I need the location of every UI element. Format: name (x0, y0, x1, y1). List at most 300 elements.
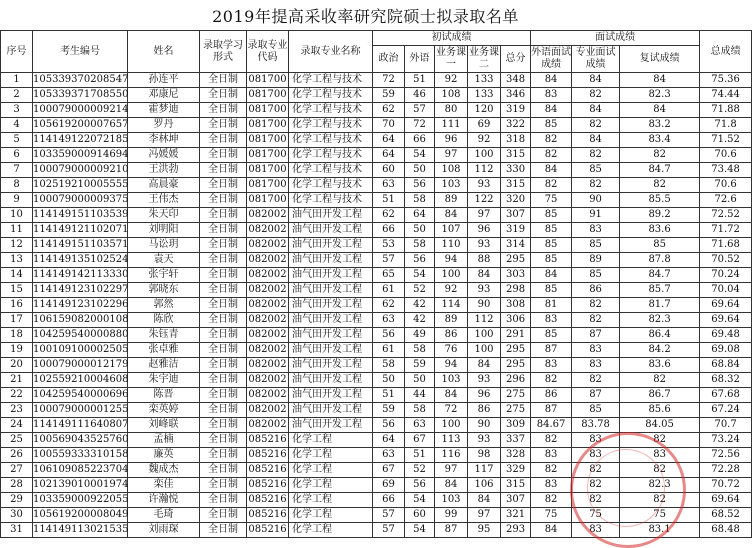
cell-course2: 96 (468, 388, 501, 403)
cell-course1: 111 (435, 118, 468, 133)
cell-foreign: 67 (405, 433, 435, 448)
cell-foreign-interview: 82 (531, 463, 572, 478)
cell-foreign: 58 (405, 343, 435, 358)
cell-major-code: 085216 (247, 448, 289, 463)
cell-course1: 80 (435, 103, 468, 118)
cell-major-code: 081700 (247, 133, 289, 148)
cell-politics: 60 (373, 163, 405, 178)
cell-study-mode: 全日制 (200, 463, 247, 478)
cell-major-code: 081700 (247, 73, 289, 88)
cell-exam-id: 100079000012179 (33, 358, 128, 373)
cell-course1: 108 (435, 88, 468, 103)
cell-course2: 86 (468, 403, 501, 418)
cell-major-interview: 84 (572, 103, 620, 118)
cell-retest: 82 (620, 463, 700, 478)
cell-course1: 89 (435, 193, 468, 208)
cell-major-interview: 82 (572, 118, 620, 133)
cell-total: 68.32 (700, 373, 752, 388)
cell-exam-id: 100109100002505 (33, 343, 128, 358)
cell-major-interview: 82 (572, 373, 620, 388)
cell-course2: 112 (468, 313, 501, 328)
cell-foreign: 50 (405, 373, 435, 388)
cell-major-code: 085216 (247, 493, 289, 508)
cell-retest: 86.4 (620, 328, 700, 343)
cell-study-mode: 全日制 (200, 283, 247, 298)
cell-total: 70.52 (700, 253, 752, 268)
cell-total: 70.7 (700, 418, 752, 433)
cell-major-code: 082002 (247, 238, 289, 253)
table-row (1, 433, 752, 448)
cell-name: 郭然 (128, 298, 200, 313)
cell-politics: 66 (373, 493, 405, 508)
cell-course2: 133 (468, 73, 501, 88)
cell-politics: 66 (373, 223, 405, 238)
cell-exam-id: 114149135102524 (33, 253, 128, 268)
cell-prelim-total: 314 (501, 238, 531, 253)
cell-major-name: 油气田开发工程 (289, 298, 373, 313)
cell-exam-id: 114149151103571 (33, 238, 128, 253)
cell-politics: 56 (373, 328, 405, 343)
cell-politics: 62 (373, 298, 405, 313)
cell-seq: 4 (1, 118, 33, 133)
cell-major-interview: 85 (572, 238, 620, 253)
cell-exam-id: 104259540000880 (33, 328, 128, 343)
cell-seq: 14 (1, 268, 33, 283)
cell-major-interview: 82 (572, 88, 620, 103)
cell-course2: 122 (468, 193, 501, 208)
cell-politics: 69 (373, 478, 405, 493)
cell-name: 刘明阳 (128, 223, 200, 238)
cell-study-mode: 全日制 (200, 328, 247, 343)
cell-course1: 84 (435, 388, 468, 403)
cell-course1: 103 (435, 178, 468, 193)
cell-seq: 24 (1, 418, 33, 433)
cell-total: 69.64 (700, 313, 752, 328)
table-row (1, 313, 752, 328)
cell-major-name: 化学工程与技术 (289, 118, 373, 133)
cell-name: 刘峰联 (128, 418, 200, 433)
cell-course2: 93 (468, 433, 501, 448)
cell-foreign-interview: 85 (531, 328, 572, 343)
cell-total: 69.48 (700, 328, 752, 343)
cell-seq: 22 (1, 388, 33, 403)
cell-retest: 84.7 (620, 268, 700, 283)
table-row (1, 358, 752, 373)
header-total: 总成绩 (700, 31, 752, 73)
cell-major-interview: 83 (572, 523, 620, 538)
cell-foreign-interview: 82 (531, 493, 572, 508)
cell-study-mode: 全日制 (200, 403, 247, 418)
cell-major-name: 化学工程与技术 (289, 163, 373, 178)
cell-major-name: 化学工程与技术 (289, 103, 373, 118)
cell-course2: 106 (468, 478, 501, 493)
cell-exam-id: 100079000009210 (33, 163, 128, 178)
cell-total: 70.6 (700, 178, 752, 193)
cell-major-code: 082002 (247, 223, 289, 238)
cell-foreign: 58 (405, 193, 435, 208)
cell-exam-id: 100569043525760 (33, 433, 128, 448)
cell-major-interview: 82 (572, 298, 620, 313)
table-row (1, 133, 752, 148)
table-row (1, 508, 752, 523)
cell-total: 69.64 (700, 298, 752, 313)
cell-exam-id: 102139010001974 (33, 478, 128, 493)
cell-study-mode: 全日制 (200, 103, 247, 118)
cell-retest: 89.2 (620, 208, 700, 223)
cell-foreign: 50 (405, 223, 435, 238)
cell-foreign: 54 (405, 148, 435, 163)
cell-prelim-total: 291 (501, 328, 531, 343)
cell-major-interview: 85 (572, 163, 620, 178)
cell-prelim-total: 295 (501, 253, 531, 268)
cell-study-mode: 全日制 (200, 478, 247, 493)
table-row (1, 493, 752, 508)
table-row (1, 163, 752, 178)
cell-major-code: 082002 (247, 298, 289, 313)
cell-name: 朱钰青 (128, 328, 200, 343)
cell-seq: 16 (1, 298, 33, 313)
cell-foreign: 42 (405, 313, 435, 328)
cell-course2: 95 (468, 523, 501, 538)
cell-seq: 2 (1, 88, 33, 103)
cell-foreign-interview: 84 (531, 523, 572, 538)
cell-major-interview: 89 (572, 253, 620, 268)
cell-foreign: 49 (405, 328, 435, 343)
cell-retest: 82 (620, 148, 700, 163)
cell-retest: 82.3 (620, 88, 700, 103)
cell-seq: 7 (1, 163, 33, 178)
cell-foreign-interview: 82 (531, 373, 572, 388)
cell-total: 70.6 (700, 148, 752, 163)
cell-seq: 18 (1, 328, 33, 343)
cell-course1: 103 (435, 373, 468, 388)
cell-total: 71.52 (700, 133, 752, 148)
cell-foreign-interview: 83 (531, 358, 572, 373)
cell-seq: 26 (1, 448, 33, 463)
cell-major-name: 化学工程与技术 (289, 178, 373, 193)
cell-exam-id: 114149123102297 (33, 283, 128, 298)
cell-course1: 86 (435, 328, 468, 343)
cell-name: 张卓雅 (128, 343, 200, 358)
cell-foreign: 56 (405, 253, 435, 268)
header-prelim-total: 总分 (501, 46, 531, 73)
cell-prelim-total: 319 (501, 103, 531, 118)
cell-major-name: 油气田开发工程 (289, 328, 373, 343)
cell-foreign: 57 (405, 103, 435, 118)
table-row (1, 178, 752, 193)
cell-politics: 70 (373, 118, 405, 133)
table-row (1, 403, 752, 418)
cell-exam-id: 103359000914694 (33, 148, 128, 163)
cell-study-mode: 全日制 (200, 508, 247, 523)
cell-foreign-interview: 86 (531, 388, 572, 403)
cell-foreign-interview: 82 (531, 433, 572, 448)
cell-seq: 21 (1, 373, 33, 388)
cell-study-mode: 全日制 (200, 493, 247, 508)
cell-foreign-interview: 82 (531, 133, 572, 148)
cell-study-mode: 全日制 (200, 388, 247, 403)
cell-major-name: 油气田开发工程 (289, 223, 373, 238)
cell-study-mode: 全日制 (200, 148, 247, 163)
cell-exam-id: 114149142113330 (33, 268, 128, 283)
cell-foreign-interview: 84 (531, 163, 572, 178)
cell-prelim-total: 306 (501, 313, 531, 328)
cell-exam-id: 105619200007657 (33, 118, 128, 133)
cell-prelim-total: 295 (501, 343, 531, 358)
table-row (1, 463, 752, 478)
cell-course2: 93 (468, 373, 501, 388)
cell-retest: 86.7 (620, 388, 700, 403)
cell-politics: 50 (373, 373, 405, 388)
cell-course2: 96 (468, 223, 501, 238)
cell-foreign-interview: 85 (531, 253, 572, 268)
cell-seq: 13 (1, 253, 33, 268)
cell-study-mode: 全日制 (200, 343, 247, 358)
cell-total: 71.68 (700, 238, 752, 253)
cell-study-mode: 全日制 (200, 88, 247, 103)
cell-major-name: 油气田开发工程 (289, 388, 373, 403)
cell-politics: 64 (373, 133, 405, 148)
cell-politics: 64 (373, 148, 405, 163)
cell-course1: 94 (435, 253, 468, 268)
cell-total: 69.64 (700, 493, 752, 508)
cell-major-name: 油气田开发工程 (289, 358, 373, 373)
table-row (1, 253, 752, 268)
cell-study-mode: 全日制 (200, 73, 247, 88)
cell-foreign: 58 (405, 238, 435, 253)
cell-retest: 82 (620, 178, 700, 193)
cell-exam-id: 106159082000108 (33, 313, 128, 328)
header-course1: 业务课一 (435, 46, 468, 73)
cell-course1: 89 (435, 313, 468, 328)
cell-exam-id: 114149123102296 (33, 298, 128, 313)
cell-course2: 84 (468, 493, 501, 508)
cell-study-mode: 全日制 (200, 418, 247, 433)
cell-name: 陈欣 (128, 313, 200, 328)
cell-major-code: 085216 (247, 463, 289, 478)
cell-foreign-interview: 83 (531, 313, 572, 328)
cell-major-code: 082002 (247, 343, 289, 358)
cell-major-name: 化学工程与技术 (289, 73, 373, 88)
cell-major-name: 油气田开发工程 (289, 313, 373, 328)
cell-study-mode: 全日制 (200, 253, 247, 268)
cell-prelim-total: 315 (501, 478, 531, 493)
cell-total: 74.44 (700, 88, 752, 103)
cell-name: 霍梦迪 (128, 103, 200, 118)
cell-major-code: 082002 (247, 283, 289, 298)
header-study-mode: 录取学习形式 (200, 31, 247, 73)
cell-major-interview: 82 (572, 148, 620, 163)
cell-foreign: 54 (405, 268, 435, 283)
cell-total: 68.52 (700, 508, 752, 523)
cell-study-mode: 全日制 (200, 178, 247, 193)
cell-major-interview: 83 (572, 358, 620, 373)
cell-major-code: 081700 (247, 163, 289, 178)
cell-name: 王伟杰 (128, 193, 200, 208)
cell-politics: 59 (373, 403, 405, 418)
table-row (1, 523, 752, 538)
cell-politics: 61 (373, 343, 405, 358)
cell-name: 冯媛媛 (128, 148, 200, 163)
cell-politics: 59 (373, 88, 405, 103)
cell-major-interview: 82 (572, 178, 620, 193)
cell-retest: 82 (620, 373, 700, 388)
cell-major-code: 081700 (247, 178, 289, 193)
cell-foreign-interview: 75 (531, 508, 572, 523)
cell-foreign: 51 (405, 448, 435, 463)
cell-course2: 93 (468, 283, 501, 298)
cell-retest: 83.6 (620, 358, 700, 373)
cell-course1: 99 (435, 508, 468, 523)
table-row (1, 328, 752, 343)
cell-major-code: 082002 (247, 253, 289, 268)
cell-major-interview: 75 (572, 508, 620, 523)
cell-prelim-total: 275 (501, 403, 531, 418)
cell-major-code: 081700 (247, 118, 289, 133)
cell-major-interview: 83 (572, 448, 620, 463)
cell-foreign: 52 (405, 283, 435, 298)
cell-exam-id: 114149151103539 (33, 208, 128, 223)
cell-course2: 100 (468, 343, 501, 358)
cell-study-mode: 全日制 (200, 223, 247, 238)
cell-politics: 67 (373, 463, 405, 478)
cell-prelim-total: 307 (501, 493, 531, 508)
cell-name: 郭晓东 (128, 283, 200, 298)
cell-prelim-total: 330 (501, 163, 531, 178)
cell-name: 陈晋 (128, 388, 200, 403)
cell-major-name: 油气田开发工程 (289, 268, 373, 283)
table-row (1, 298, 752, 313)
cell-foreign: 54 (405, 523, 435, 538)
cell-course1: 107 (435, 223, 468, 238)
cell-major-interview: 83.78 (572, 418, 620, 433)
cell-total: 67.68 (700, 388, 752, 403)
cell-study-mode: 全日制 (200, 268, 247, 283)
cell-seq: 9 (1, 193, 33, 208)
cell-seq: 11 (1, 223, 33, 238)
cell-total: 70.04 (700, 283, 752, 298)
cell-exam-id: 105339371708550 (33, 88, 128, 103)
cell-course2: 112 (468, 163, 501, 178)
header-course2: 业务课二 (468, 46, 501, 73)
table-row (1, 73, 752, 88)
cell-seq: 27 (1, 463, 33, 478)
cell-politics: 58 (373, 358, 405, 373)
header-foreign-interview: 外语面试成绩 (531, 46, 572, 73)
cell-politics: 63 (373, 448, 405, 463)
cell-major-interview: 83 (572, 223, 620, 238)
cell-retest: 83.4 (620, 133, 700, 148)
cell-retest: 85 (620, 238, 700, 253)
cell-seq: 10 (1, 208, 33, 223)
cell-course1: 103 (435, 493, 468, 508)
cell-exam-id: 114149121102071 (33, 223, 128, 238)
cell-prelim-total: 328 (501, 448, 531, 463)
cell-major-name: 油气田开发工程 (289, 418, 373, 433)
cell-course1: 84 (435, 478, 468, 493)
cell-major-code: 082002 (247, 328, 289, 343)
table-row (1, 88, 752, 103)
cell-seq: 15 (1, 283, 33, 298)
cell-total: 70.24 (700, 268, 752, 283)
cell-major-interview: 82 (572, 478, 620, 493)
cell-exam-id: 102559210004608 (33, 373, 128, 388)
cell-major-code: 082002 (247, 418, 289, 433)
header-major-name: 录取专业名称 (289, 31, 373, 73)
cell-major-name: 油气田开发工程 (289, 403, 373, 418)
cell-major-name: 化学工程与技术 (289, 88, 373, 103)
cell-name: 李林坤 (128, 133, 200, 148)
cell-course1: 100 (435, 268, 468, 283)
cell-major-name: 油气田开发工程 (289, 208, 373, 223)
cell-foreign: 63 (405, 418, 435, 433)
cell-name: 朱天印 (128, 208, 200, 223)
cell-politics: 53 (373, 238, 405, 253)
cell-foreign: 54 (405, 493, 435, 508)
cell-course2: 133 (468, 88, 501, 103)
cell-retest: 81.7 (620, 298, 700, 313)
cell-prelim-total: 329 (501, 463, 531, 478)
cell-major-code: 085216 (247, 523, 289, 538)
cell-exam-id: 103359000922055 (33, 493, 128, 508)
page-title: 2019年提高采收率研究院硕士拟录取名单 (212, 7, 519, 26)
cell-politics: 57 (373, 253, 405, 268)
cell-total: 68.84 (700, 358, 752, 373)
cell-foreign: 50 (405, 163, 435, 178)
cell-retest: 87.8 (620, 253, 700, 268)
cell-foreign-interview: 82 (531, 178, 572, 193)
cell-major-code: 081700 (247, 193, 289, 208)
cell-major-name: 油气田开发工程 (289, 373, 373, 388)
cell-major-code: 085216 (247, 478, 289, 493)
cell-politics: 64 (373, 433, 405, 448)
cell-foreign: 51 (405, 73, 435, 88)
cell-retest: 82.3 (620, 313, 700, 328)
table-row (1, 118, 752, 133)
header-major-code: 录取专业代码 (247, 31, 289, 73)
cell-total: 75.36 (700, 73, 752, 88)
cell-politics: 62 (373, 208, 405, 223)
cell-course1: 100 (435, 418, 468, 433)
cell-course1: 92 (435, 283, 468, 298)
cell-foreign: 66 (405, 133, 435, 148)
cell-major-interview: 90 (572, 193, 620, 208)
table-row (1, 388, 752, 403)
header-politics: 政治 (373, 46, 405, 73)
cell-seq: 28 (1, 478, 33, 493)
cell-major-name: 油气田开发工程 (289, 238, 373, 253)
table-row (1, 148, 752, 163)
cell-name: 栾英婷 (128, 403, 200, 418)
cell-prelim-total: 298 (501, 283, 531, 298)
cell-major-interview: 82 (572, 313, 620, 328)
cell-foreign: 46 (405, 88, 435, 103)
table-row (1, 343, 752, 358)
cell-total: 69.08 (700, 343, 752, 358)
cell-politics: 51 (373, 388, 405, 403)
cell-retest: 84.7 (620, 163, 700, 178)
cell-course2: 97 (468, 508, 501, 523)
cell-foreign-interview: 82 (531, 148, 572, 163)
cell-seq: 6 (1, 148, 33, 163)
cell-study-mode: 全日制 (200, 163, 247, 178)
cell-major-name: 化学工程 (289, 493, 373, 508)
cell-prelim-total: 293 (501, 523, 531, 538)
cell-retest: 82 (620, 433, 700, 448)
cell-course1: 72 (435, 403, 468, 418)
cell-major-interview: 86 (572, 283, 620, 298)
header-seq: 序号 (1, 31, 33, 73)
